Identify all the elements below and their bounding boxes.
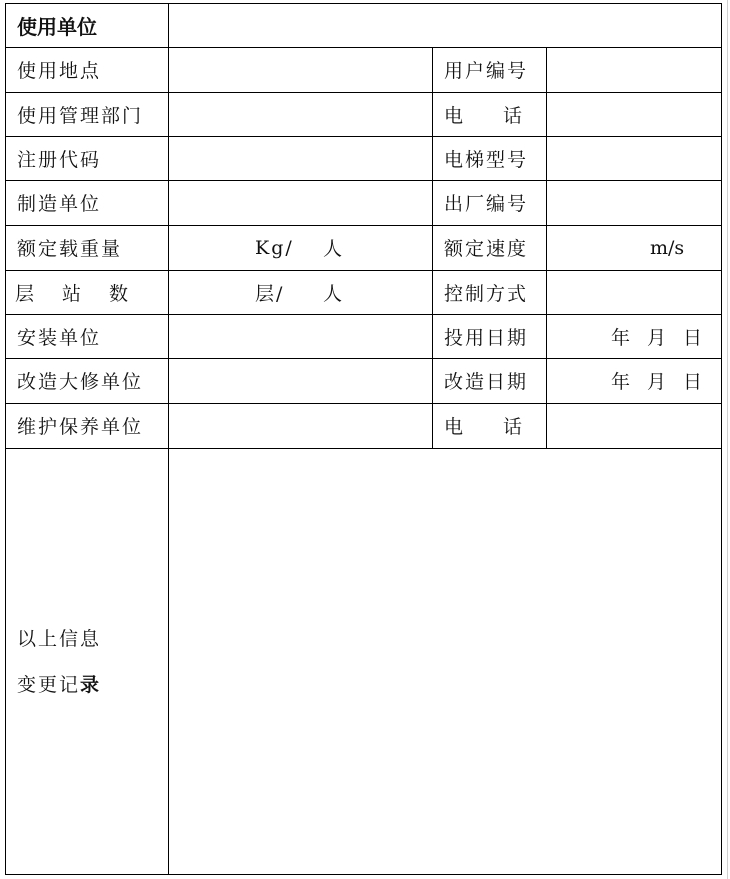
maintenance-unit-label: 维护保养单位 xyxy=(17,416,144,438)
user-unit-title: 使用单位 xyxy=(17,14,97,39)
phone-value[interactable] xyxy=(547,92,721,136)
phone-label-char-1: 电 xyxy=(444,416,466,438)
maintenance-unit-value[interactable] xyxy=(169,403,432,448)
floors-stops-value[interactable] xyxy=(169,270,432,314)
month-unit: 月 xyxy=(647,371,669,393)
change-record-line-2-bold: 录 xyxy=(80,674,102,696)
phone-label xyxy=(432,92,546,136)
change-record-label xyxy=(5,448,168,874)
rated-speed-label: 额定速度 xyxy=(444,238,529,260)
floors-unit: 层/ xyxy=(255,282,285,305)
manufacturer-value[interactable] xyxy=(169,180,432,225)
change-record-area[interactable] xyxy=(169,449,721,874)
border-right xyxy=(721,3,722,875)
rated-load-unit-kg: Kg/ xyxy=(255,236,294,259)
floors-stops-char-1: 层 xyxy=(15,282,37,305)
user-unit-value[interactable] xyxy=(169,3,721,47)
floors-stops-label xyxy=(5,270,168,314)
maintenance-phone-label xyxy=(432,403,546,448)
year-unit: 年 xyxy=(611,371,633,393)
phone-label-char-2: 话 xyxy=(502,416,524,438)
year-unit: 年 xyxy=(611,326,633,349)
location-value[interactable] xyxy=(169,47,432,92)
elevator-model-label: 电梯型号 xyxy=(444,148,529,171)
management-dept-value[interactable] xyxy=(169,92,432,136)
rated-load-label: 额定载重量 xyxy=(17,238,123,260)
border-bottom xyxy=(5,874,722,875)
renovation-date-label: 改造日期 xyxy=(444,371,529,393)
day-unit: 日 xyxy=(683,326,705,349)
location-label: 使用地点 xyxy=(17,60,102,82)
registration-code-value[interactable] xyxy=(169,136,432,180)
user-number-value[interactable] xyxy=(547,47,721,92)
stops-unit: 人 xyxy=(323,282,345,305)
registration-code-label: 注册代码 xyxy=(17,148,102,171)
rated-load-value[interactable] xyxy=(169,225,432,270)
rated-speed-value[interactable] xyxy=(547,225,721,270)
elevator-model-value[interactable] xyxy=(547,136,721,180)
change-record-line-1: 以上信息 xyxy=(17,628,102,650)
phone-label-char-1: 电 xyxy=(444,104,466,127)
rated-speed-unit: m/s xyxy=(650,236,685,259)
floors-stops-char-2: 站 xyxy=(62,282,84,305)
month-unit: 月 xyxy=(647,326,669,349)
control-method-value[interactable] xyxy=(547,270,721,314)
installer-label: 安装单位 xyxy=(17,326,102,349)
commission-date-value[interactable] xyxy=(547,314,721,358)
installer-value[interactable] xyxy=(169,314,432,358)
rated-load-unit-person: 人 xyxy=(323,238,345,260)
page-edge xyxy=(727,0,728,879)
renovation-unit-value[interactable] xyxy=(169,358,432,403)
change-record-line-2 xyxy=(17,670,101,697)
management-dept-label: 使用管理部门 xyxy=(17,104,144,127)
floors-stops-char-3: 数 xyxy=(109,282,131,305)
control-method-label: 控制方式 xyxy=(444,282,529,305)
commission-date-label: 投用日期 xyxy=(444,326,529,349)
renovation-unit-label: 改造大修单位 xyxy=(17,371,144,393)
factory-number-value[interactable] xyxy=(547,180,721,225)
day-unit: 日 xyxy=(683,371,705,393)
renovation-date-value[interactable] xyxy=(547,358,721,403)
factory-number-label: 出厂编号 xyxy=(444,193,529,215)
change-record-line-2-text: 变更记 xyxy=(17,674,81,696)
user-number-label: 用户编号 xyxy=(444,60,529,82)
phone-label-char-2: 话 xyxy=(502,104,524,127)
manufacturer-label: 制造单位 xyxy=(17,193,102,215)
maintenance-phone-value[interactable] xyxy=(547,403,721,448)
